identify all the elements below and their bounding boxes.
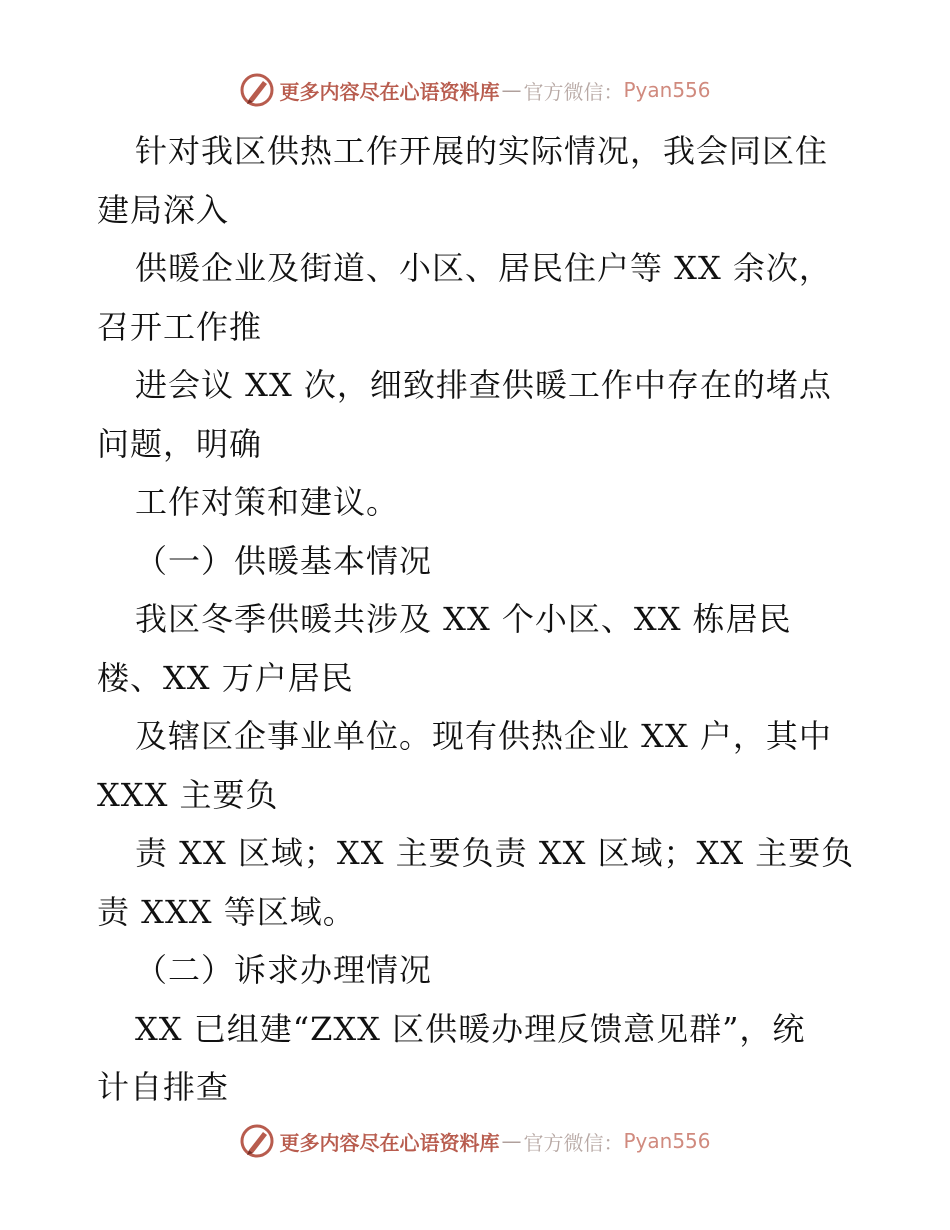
text-line: 责 XX 区域；XX 主要负责 XX 区域；XX 主要负 xyxy=(135,834,855,872)
text-line: 楼、XX 万户居民 xyxy=(97,658,354,697)
text-line: 问题，明确 xyxy=(97,424,263,463)
banner-separator: — xyxy=(501,78,522,102)
text-line: 计自排查 xyxy=(97,1068,230,1106)
text-line: 及辖区企事业单位。现有供热企业 XX 户，其中 xyxy=(135,717,832,755)
text-line: XX 已组建“ZXX 区供暖办理反馈意见群”，统 xyxy=(135,1009,806,1048)
text-line: 召开工作推 xyxy=(97,307,263,346)
banner-subtitle: 官方微信： xyxy=(523,79,624,104)
text-line: 供暖企业及街道、小区、居民住户等 XX 余次， xyxy=(135,249,832,287)
text-line: 我区冬季供暖共涉及 XX 个小区、XX 栋居民 xyxy=(135,600,792,638)
banner-title: 更多内容尽在心语资料库 xyxy=(279,1130,500,1155)
banner-separator: — xyxy=(501,1129,522,1153)
text-line: 建局深入 xyxy=(97,190,230,229)
header-banner xyxy=(0,70,950,110)
banner-handle: Pyan556 xyxy=(623,1129,711,1153)
banner-handle: Pyan556 xyxy=(623,78,711,102)
text-line: XXX 主要负 xyxy=(97,775,279,814)
footer-banner xyxy=(0,1121,950,1161)
text-line: 责 XXX 等区域。 xyxy=(97,892,356,931)
document-body xyxy=(97,122,857,1117)
banner-subtitle: 官方微信： xyxy=(523,1130,624,1155)
pen-logo-icon xyxy=(239,72,275,108)
text-line: 进会议 XX 次，细致排查供暖工作中存在的堵点 xyxy=(135,366,832,404)
banner-title: 更多内容尽在心语资料库 xyxy=(279,79,500,104)
text-line: 针对我区供热工作开展的实际情况，我会同区住 xyxy=(135,132,829,170)
section-heading: （二）诉求办理情况 xyxy=(135,951,433,989)
section-heading: （一）供暖基本情况 xyxy=(135,541,433,580)
pen-logo-icon xyxy=(239,1123,275,1159)
text-line: 工作对策和建议。 xyxy=(135,483,400,521)
